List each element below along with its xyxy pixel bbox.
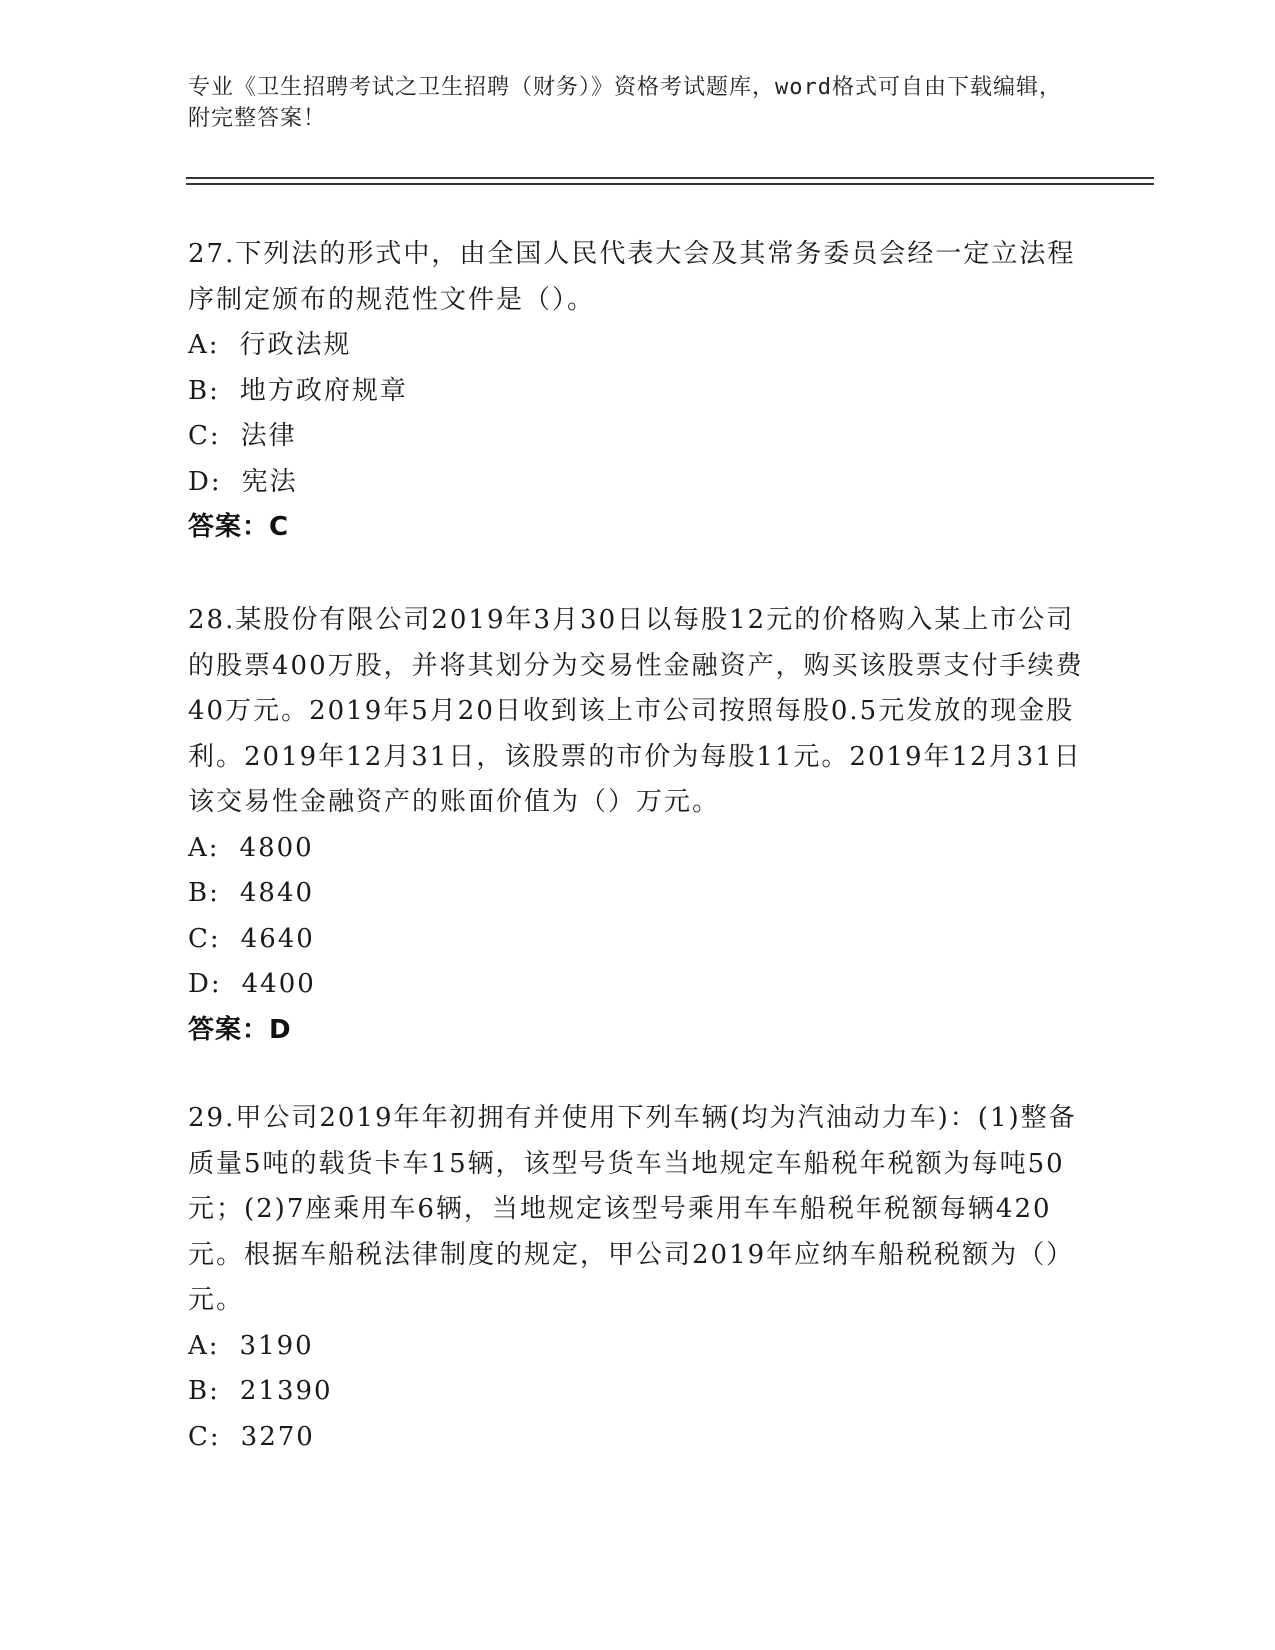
- option-text: 3190: [239, 1330, 314, 1361]
- question-stem: 29.甲公司2019年年初拥有并使用下列车辆(均为汽油动力车)：(1)整备质量5吨的载货卡车15辆，该型号货车当地规定车船税年税额为每吨50元；(2)7座乘用车6辆，当地规定该型号乘用车车船税年税额每辆420元。根据车船税法律制度的规定，甲公司2019年应纳车船税税额为（）元。: [188, 1103, 1077, 1315]
- option-key: C:: [188, 1421, 221, 1452]
- option-key: C:: [188, 923, 221, 954]
- option-d: [188, 962, 1088, 1008]
- question-29: [188, 1096, 1088, 1460]
- question-27: [188, 232, 1088, 551]
- header-divider-top: [186, 177, 1154, 179]
- option-text: 地方政府规章: [239, 375, 408, 406]
- option-key: C:: [188, 421, 221, 451]
- option-key: B:: [188, 1376, 220, 1406]
- document-header: 专业《卫生招聘考试之卫生招聘（财务）》资格考试题库，word格式可自由下载编辑，附完整答案！: [188, 75, 1062, 131]
- option-text: 3270: [240, 1421, 315, 1452]
- option-text: 4840: [239, 878, 315, 908]
- question-stem: 27.下列法的形式中，由全国人民代表大会及其常务委员会经一定立法程序制定颁布的规范性文件是（）。: [188, 239, 1076, 315]
- option-b: [188, 871, 1088, 917]
- option-c: [188, 1415, 1088, 1461]
- option-c: [188, 917, 1088, 963]
- option-key: A:: [188, 1330, 220, 1361]
- answer-line: 答案：C: [188, 512, 290, 542]
- option-text: 4400: [241, 969, 316, 999]
- option-text: 法律: [240, 421, 297, 451]
- option-key: B:: [188, 878, 220, 908]
- option-key: D:: [188, 969, 222, 999]
- option-key: D:: [188, 466, 222, 497]
- option-key: A:: [188, 330, 220, 360]
- option-text: 21390: [239, 1376, 333, 1406]
- option-d: [188, 460, 1088, 506]
- option-b: [188, 369, 1088, 415]
- option-a: [188, 1324, 1088, 1370]
- option-a: [188, 323, 1088, 369]
- option-b: [188, 1369, 1088, 1415]
- option-text: 行政法规: [239, 330, 352, 360]
- option-c: [188, 414, 1088, 460]
- question-stem: 28.某股份有限公司2019年3月30日以每股12元的价格购入某上市公司的股票400万股，并将其划分为交易性金融资产，购买该股票支付手续费40万元。2019年5月20日收到该上市公司按照每股0.5元发放的现金股利。2019年12月31日，该股票的市价为每股11元。2019年12月31日该交易性金融资产的账面价值为（）万元。: [188, 605, 1084, 817]
- option-text: 4800: [239, 832, 314, 863]
- header-divider-bottom: [186, 183, 1154, 185]
- option-a: [188, 826, 1088, 872]
- option-key: A:: [188, 832, 220, 863]
- option-text: 宪法: [241, 466, 298, 497]
- option-text: 4640: [240, 923, 315, 954]
- option-key: B:: [188, 375, 220, 406]
- question-28: [188, 598, 1088, 1053]
- answer-line: 答案：D: [188, 1014, 292, 1045]
